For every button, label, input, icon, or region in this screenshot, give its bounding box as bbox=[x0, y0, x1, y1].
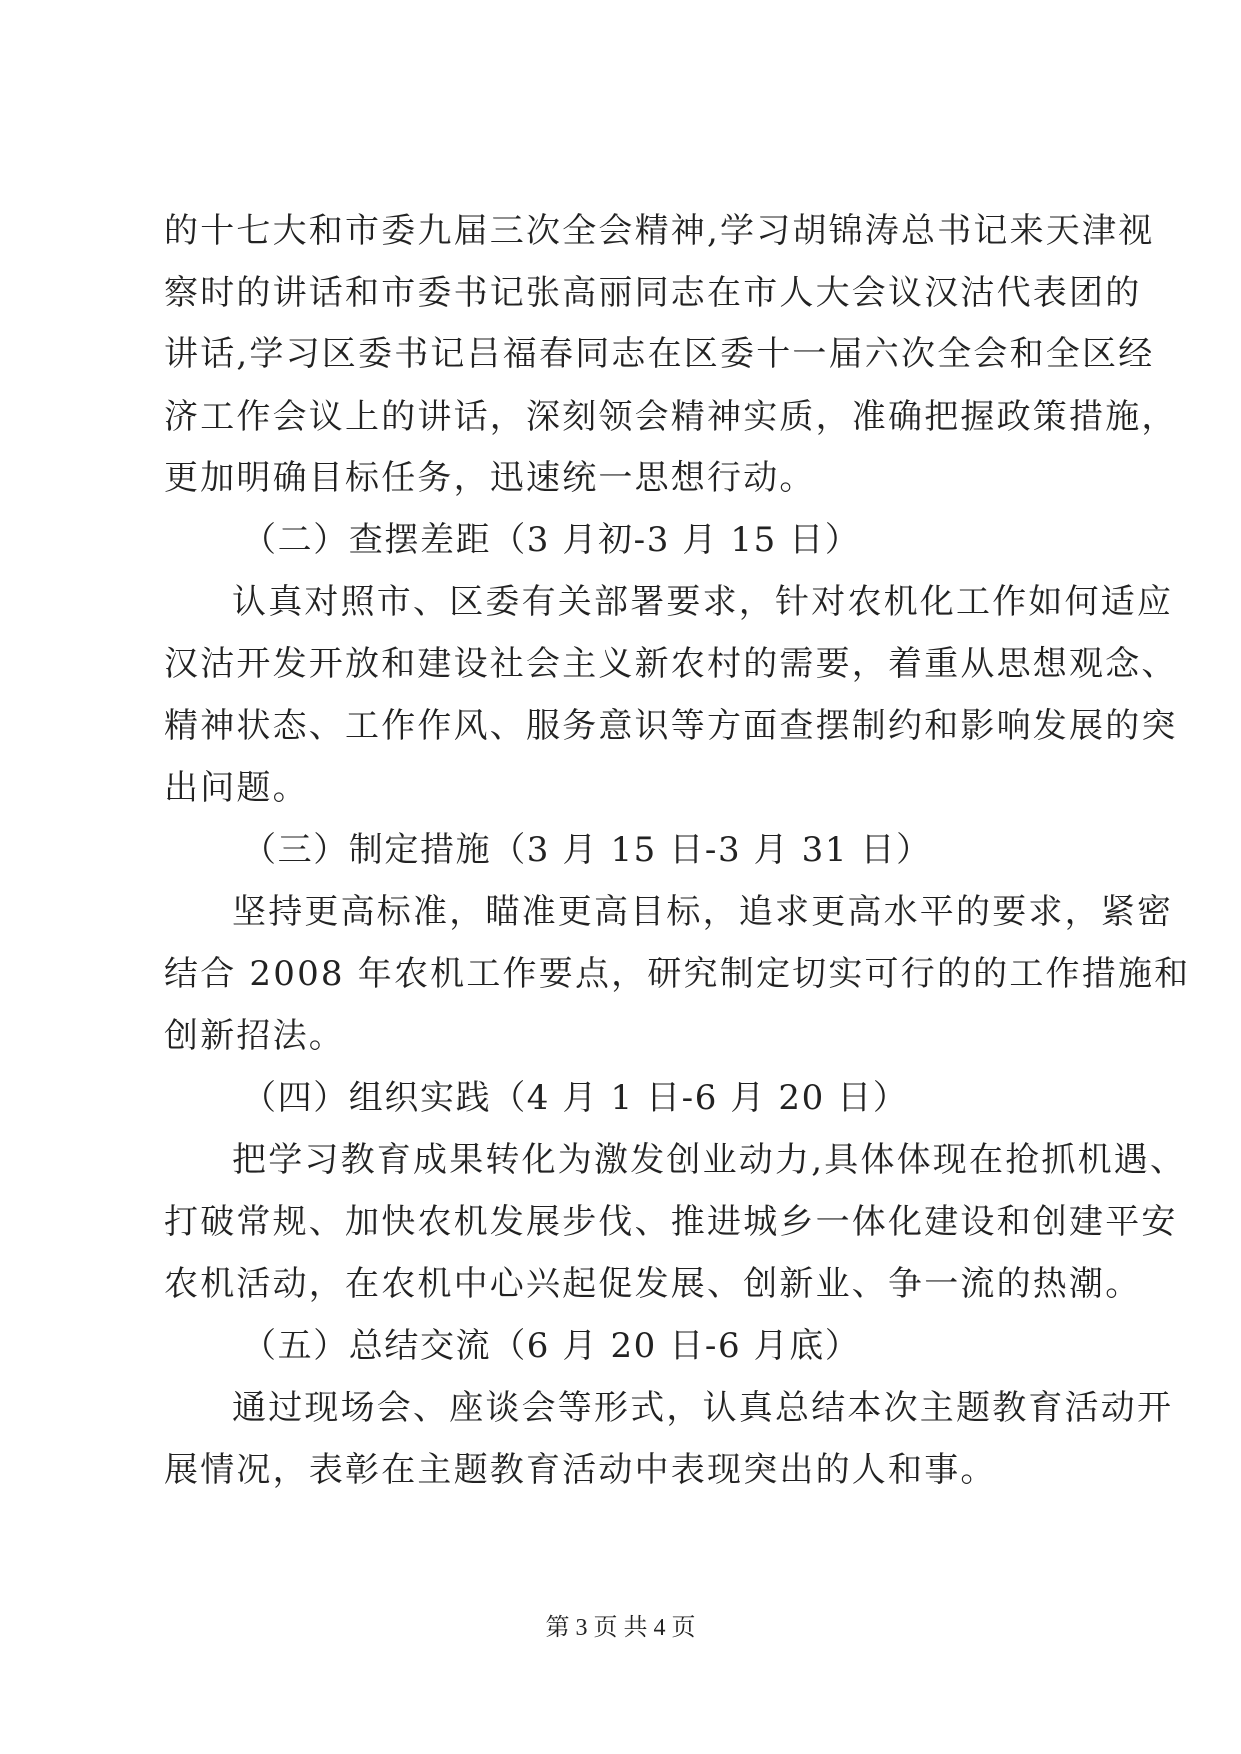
body-line: 讲话,学习区委书记吕福春同志在区委十一届六次全会和全区经 bbox=[164, 334, 1155, 374]
body-line: 农机活动，在农机中心兴起促发展、创新业、争一流的热潮。 bbox=[164, 1264, 1142, 1304]
section-heading: （三）制定措施（3 月 15 日-3 月 31 日） bbox=[242, 830, 932, 870]
section-heading: （四）组织实践（4 月 1 日-6 月 20 日） bbox=[242, 1078, 909, 1118]
body-line: 察时的讲话和市委书记张高丽同志在市人大会议汉沽代表团的 bbox=[164, 273, 1142, 313]
body-line: 展情况，表彰在主题教育活动中表现突出的人和事。 bbox=[164, 1450, 997, 1490]
body-line: 济工作会议上的讲话，深刻领会精神实质，准确把握政策措施， bbox=[164, 397, 1178, 437]
body-line: 结合 2008 年农机工作要点，研究制定切实可行的的工作措施和 bbox=[164, 954, 1191, 994]
body-line: 出问题。 bbox=[164, 768, 309, 808]
body-line: 认真对照市、区委有关部署要求，针对农机化工作如何适应 bbox=[232, 582, 1174, 622]
body-line: 把学习教育成果转化为激发创业动力,具体体现在抢抓机遇、 bbox=[232, 1140, 1187, 1180]
page-number-footer: 第 3 页 共 4 页 bbox=[545, 1615, 696, 1641]
section-heading: （二）查摆差距（3 月初-3 月 15 日） bbox=[242, 520, 861, 560]
body-line: 的十七大和市委九届三次全会精神,学习胡锦涛总书记来天津视 bbox=[164, 211, 1155, 251]
body-line: 通过现场会、座谈会等形式，认真总结本次主题教育活动开 bbox=[232, 1388, 1174, 1428]
body-line: 汉沽开发开放和建设社会主义新农村的需要，着重从思想观念、 bbox=[164, 644, 1178, 684]
body-line: 坚持更高标准，瞄准更高目标，追求更高水平的要求，紧密 bbox=[232, 892, 1174, 932]
body-line: 精神状态、工作作风、服务意识等方面查摆制约和影响发展的突 bbox=[164, 706, 1178, 746]
section-heading: （五）总结交流（6 月 20 日-6 月底） bbox=[242, 1326, 861, 1366]
body-line: 打破常规、加快农机发展步伐、推进城乡一体化建设和创建平安 bbox=[164, 1202, 1178, 1242]
body-line: 创新招法。 bbox=[164, 1016, 345, 1056]
body-line: 更加明确目标任务，迅速统一思想行动。 bbox=[164, 458, 816, 498]
